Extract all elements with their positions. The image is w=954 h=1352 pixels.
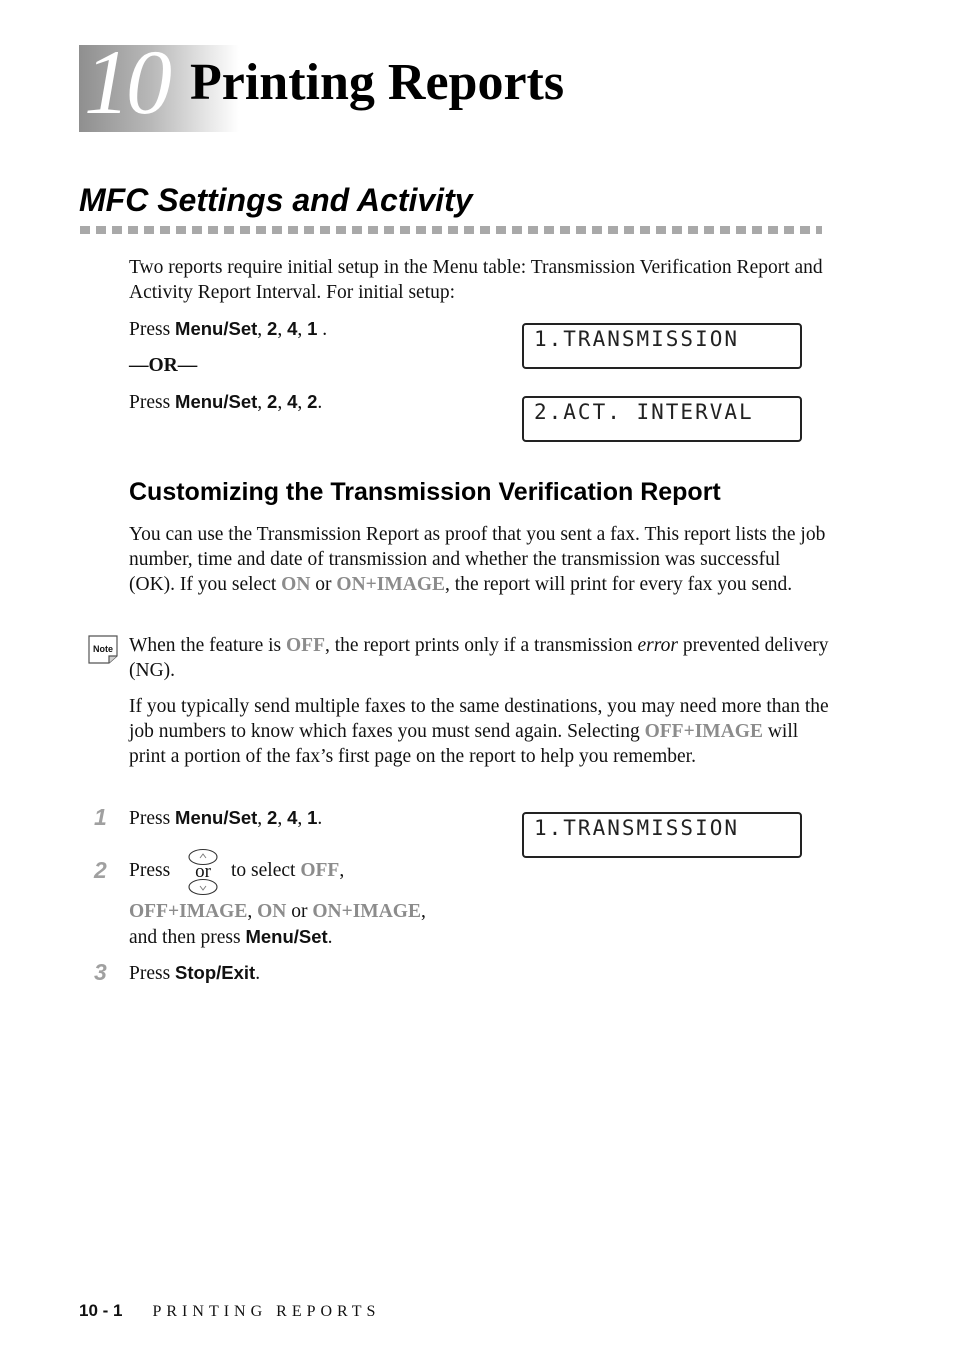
- step-1-text: Press Menu/Set, 2, 4, 1.: [129, 807, 323, 829]
- step-number-2: 2: [94, 857, 107, 883]
- step-2-press: Press: [129, 860, 171, 881]
- or-separator: —OR—: [129, 355, 198, 376]
- setup-line-1: Press Menu/Set, 2, 4, 1 .: [129, 318, 328, 340]
- navigation-up-down-icon: [184, 848, 222, 896]
- step-2-then: and then press Menu/Set.: [129, 926, 333, 948]
- chapter-title: Printing Reports: [190, 54, 565, 111]
- lcd-display-transmission: 1.TRANSMISSION: [522, 323, 802, 369]
- note-text: When the feature is OFF, the report prints only if a transmission error prevented delivery (NG).: [129, 635, 829, 681]
- section-divider: [80, 226, 822, 234]
- note-icon: [86, 632, 120, 666]
- intro-paragraph: Two reports require initial setup in the Menu table: Transmission Verification Report and Activity Report Interval. For initial setup:: [129, 257, 823, 303]
- page-footer: [79, 1301, 380, 1322]
- page-number: 10 - 1: [79, 1301, 123, 1320]
- subsection-title: Customizing the Transmission Verification Report: [129, 478, 721, 506]
- step-2-options: OFF+IMAGE, ON or ON+IMAGE,: [129, 901, 426, 922]
- lcd-display-act-interval: 2.ACT. INTERVAL: [522, 396, 802, 442]
- step-number-3: 3: [94, 959, 107, 985]
- svg-text:Note: Note: [93, 644, 113, 654]
- report-description: You can use the Transmission Report as proof that you sent a fax. This report lists the job number, time and date of transmission and whether the transmission was successful (OK). If you select ON or ON+IMAGE, the report will print for every fax you send.: [129, 524, 826, 595]
- footer-chapter-title: PRINTING REPORTS: [152, 1303, 381, 1320]
- setup-line-2: Press Menu/Set, 2, 4, 2.: [129, 391, 323, 413]
- step-2-select-line: to select OFF,: [231, 860, 345, 881]
- chapter-number: 10: [84, 31, 168, 133]
- svg-text:or: or: [195, 861, 211, 882]
- step-number-1: 1: [94, 804, 107, 830]
- section-title: MFC Settings and Activity: [79, 182, 473, 218]
- lcd-display-step-1: 1.TRANSMISSION: [522, 812, 802, 858]
- off-image-paragraph: If you typically send multiple faxes to the same destinations, you may need more than the job numbers to know which faxes you must send again. Selecting OFF+IMAGE will print a portion of the fax’s first page on the report to help you remember.: [129, 696, 829, 767]
- step-3-text: Press Stop/Exit.: [129, 962, 261, 984]
